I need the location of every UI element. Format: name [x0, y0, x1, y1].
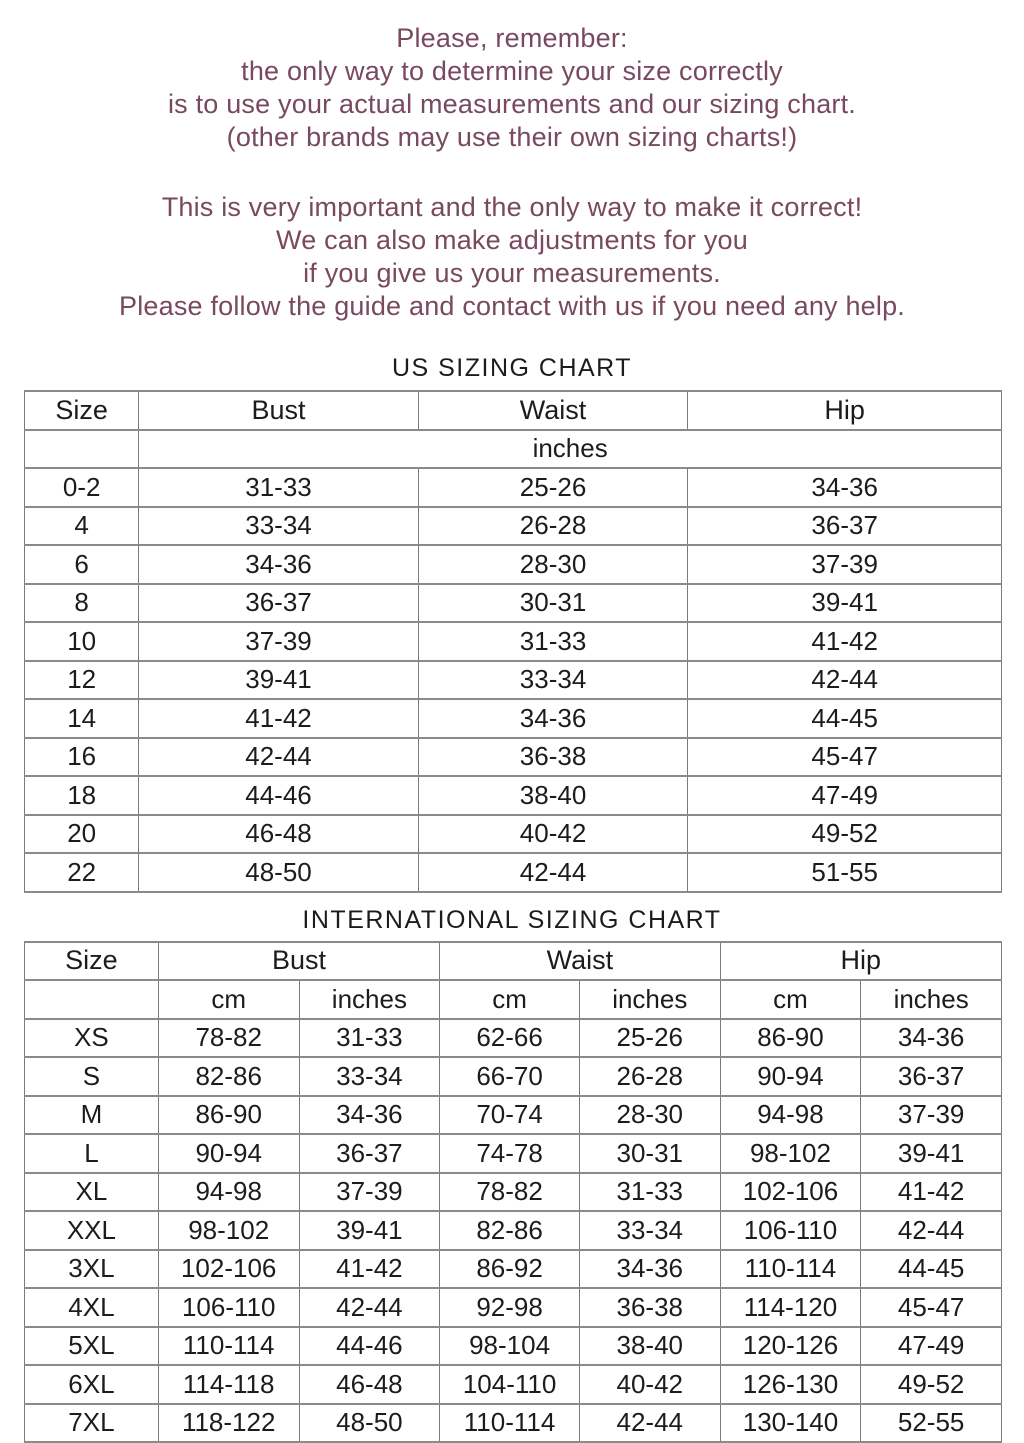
- size-cell: 7XL: [25, 1404, 159, 1443]
- measurement-cell: 106-110: [720, 1211, 861, 1250]
- measurement-cell: 49-52: [861, 1365, 1002, 1404]
- measurement-cell: 39-41: [139, 661, 418, 700]
- measurement-cell: 34-36: [418, 699, 688, 738]
- intro-line: is to use your actual measurements and our sizing chart.: [0, 88, 1024, 121]
- us-col-waist: Waist: [418, 391, 688, 430]
- intro-paragraph-1: [0, 22, 1024, 154]
- size-cell: M: [25, 1096, 159, 1135]
- measurement-cell: 118-122: [158, 1404, 299, 1443]
- measurement-cell: 44-45: [688, 699, 1002, 738]
- table-row: [25, 699, 1002, 738]
- measurement-cell: 33-34: [299, 1057, 440, 1096]
- measurement-cell: 102-106: [158, 1250, 299, 1289]
- size-cell: XS: [25, 1019, 159, 1058]
- measurement-cell: 104-110: [440, 1365, 580, 1404]
- measurement-cell: 36-37: [299, 1134, 440, 1173]
- measurement-cell: 45-47: [688, 738, 1002, 777]
- measurement-cell: 70-74: [440, 1096, 580, 1135]
- size-cell: 4XL: [25, 1288, 159, 1327]
- measurement-cell: 114-118: [158, 1365, 299, 1404]
- size-cell: 10: [25, 622, 139, 661]
- us-col-bust: Bust: [139, 391, 418, 430]
- measurement-cell: 30-31: [579, 1134, 720, 1173]
- us-table-body: [25, 468, 1002, 892]
- size-cell: XXL: [25, 1211, 159, 1250]
- measurement-cell: 98-102: [720, 1134, 861, 1173]
- size-cell: 3XL: [25, 1250, 159, 1289]
- measurement-cell: 86-90: [720, 1019, 861, 1058]
- measurement-cell: 51-55: [688, 853, 1002, 892]
- measurement-cell: 42-44: [139, 738, 418, 777]
- size-cell: XL: [25, 1173, 159, 1212]
- us-sizing-table: [24, 390, 1002, 893]
- measurement-cell: 86-90: [158, 1096, 299, 1135]
- measurement-cell: 36-37: [861, 1057, 1002, 1096]
- measurement-cell: 120-126: [720, 1327, 861, 1366]
- table-row: [25, 1250, 1002, 1289]
- measurement-cell: 41-42: [861, 1173, 1002, 1212]
- size-cell: 8: [25, 584, 139, 623]
- measurement-cell: 90-94: [158, 1134, 299, 1173]
- intl-bust-inches-label: inches: [299, 980, 440, 1019]
- measurement-cell: 52-55: [861, 1404, 1002, 1443]
- table-row: [25, 1096, 1002, 1135]
- size-cell: L: [25, 1134, 159, 1173]
- measurement-cell: 40-42: [579, 1365, 720, 1404]
- intro-line: Please, remember:: [0, 22, 1024, 55]
- measurement-cell: 47-49: [861, 1327, 1002, 1366]
- measurement-cell: 33-34: [139, 507, 418, 546]
- intro-paragraph-2: [0, 191, 1024, 323]
- measurement-cell: 42-44: [861, 1211, 1002, 1250]
- intl-header-row: [25, 942, 1002, 981]
- measurement-cell: 98-104: [440, 1327, 580, 1366]
- measurement-cell: 37-39: [299, 1173, 440, 1212]
- table-row: [25, 853, 1002, 892]
- measurement-cell: 25-26: [418, 468, 688, 507]
- intro-line: Please follow the guide and contact with us if you need any help.: [0, 290, 1024, 323]
- table-row: [25, 1134, 1002, 1173]
- intl-col-waist: Waist: [440, 942, 720, 981]
- table-row: [25, 1365, 1002, 1404]
- measurement-cell: 26-28: [418, 507, 688, 546]
- measurement-cell: 126-130: [720, 1365, 861, 1404]
- measurement-cell: 42-44: [688, 661, 1002, 700]
- measurement-cell: 34-36: [688, 468, 1002, 507]
- table-row: [25, 622, 1002, 661]
- table-row: [25, 1019, 1002, 1058]
- measurement-cell: 44-45: [861, 1250, 1002, 1289]
- table-row: [25, 1404, 1002, 1443]
- measurement-cell: 42-44: [418, 853, 688, 892]
- measurement-cell: 34-36: [139, 545, 418, 584]
- measurement-cell: 94-98: [158, 1173, 299, 1212]
- measurement-cell: 39-41: [688, 584, 1002, 623]
- measurement-cell: 36-38: [579, 1288, 720, 1327]
- measurement-cell: 46-48: [139, 815, 418, 854]
- measurement-cell: 31-33: [579, 1173, 720, 1212]
- intl-waist-cm-label: cm: [440, 980, 580, 1019]
- measurement-cell: 94-98: [720, 1096, 861, 1135]
- size-cell: 0-2: [25, 468, 139, 507]
- measurement-cell: 47-49: [688, 776, 1002, 815]
- measurement-cell: 82-86: [440, 1211, 580, 1250]
- measurement-cell: 74-78: [440, 1134, 580, 1173]
- table-row: [25, 776, 1002, 815]
- table-row: [25, 661, 1002, 700]
- measurement-cell: 28-30: [579, 1096, 720, 1135]
- intro-line: if you give us your measurements.: [0, 257, 1024, 290]
- size-cell: 16: [25, 738, 139, 777]
- intl-hip-inches-label: inches: [861, 980, 1002, 1019]
- measurement-cell: 26-28: [579, 1057, 720, 1096]
- us-unit-row: [25, 430, 1002, 469]
- measurement-cell: 38-40: [579, 1327, 720, 1366]
- table-row: [25, 738, 1002, 777]
- table-row: [25, 1288, 1002, 1327]
- measurement-cell: 37-39: [688, 545, 1002, 584]
- measurement-cell: 36-37: [139, 584, 418, 623]
- measurement-cell: 39-41: [299, 1211, 440, 1250]
- intl-subheader-row: [25, 980, 1002, 1019]
- size-cell: 14: [25, 699, 139, 738]
- measurement-cell: 34-36: [299, 1096, 440, 1135]
- intl-col-bust: Bust: [158, 942, 439, 981]
- measurement-cell: 66-70: [440, 1057, 580, 1096]
- intl-unit-empty-cell: [25, 980, 159, 1019]
- intl-chart-title: INTERNATIONAL SIZING CHART: [0, 906, 1024, 935]
- measurement-cell: 42-44: [579, 1404, 720, 1443]
- measurement-cell: 45-47: [861, 1288, 1002, 1327]
- table-row: [25, 545, 1002, 584]
- intro-line: This is very important and the only way to make it correct!: [0, 191, 1024, 224]
- us-col-size: Size: [25, 391, 139, 430]
- measurement-cell: 31-33: [418, 622, 688, 661]
- intro-line: We can also make adjustments for you: [0, 224, 1024, 257]
- size-cell: 6XL: [25, 1365, 159, 1404]
- measurement-cell: 31-33: [299, 1019, 440, 1058]
- intro-line: (other brands may use their own sizing charts!): [0, 121, 1024, 154]
- size-cell: 4: [25, 507, 139, 546]
- measurement-cell: 40-42: [418, 815, 688, 854]
- measurement-cell: 106-110: [158, 1288, 299, 1327]
- size-cell: 12: [25, 661, 139, 700]
- table-row: [25, 468, 1002, 507]
- measurement-cell: 31-33: [139, 468, 418, 507]
- measurement-cell: 78-82: [440, 1173, 580, 1212]
- measurement-cell: 48-50: [299, 1404, 440, 1443]
- measurement-cell: 38-40: [418, 776, 688, 815]
- measurement-cell: 39-41: [861, 1134, 1002, 1173]
- measurement-cell: 110-114: [720, 1250, 861, 1289]
- intl-col-size: Size: [25, 942, 159, 981]
- us-unit-empty-cell: [25, 430, 139, 469]
- measurement-cell: 46-48: [299, 1365, 440, 1404]
- measurement-cell: 42-44: [299, 1288, 440, 1327]
- intl-bust-cm-label: cm: [158, 980, 299, 1019]
- measurement-cell: 78-82: [158, 1019, 299, 1058]
- measurement-cell: 62-66: [440, 1019, 580, 1058]
- measurement-cell: 86-92: [440, 1250, 580, 1289]
- measurement-cell: 34-36: [579, 1250, 720, 1289]
- measurement-cell: 130-140: [720, 1404, 861, 1443]
- measurement-cell: 82-86: [158, 1057, 299, 1096]
- measurement-cell: 41-42: [299, 1250, 440, 1289]
- measurement-cell: 48-50: [139, 853, 418, 892]
- table-row: [25, 815, 1002, 854]
- size-cell: 5XL: [25, 1327, 159, 1366]
- measurement-cell: 102-106: [720, 1173, 861, 1212]
- measurement-cell: 33-34: [418, 661, 688, 700]
- measurement-cell: 37-39: [139, 622, 418, 661]
- size-cell: 18: [25, 776, 139, 815]
- measurement-cell: 90-94: [720, 1057, 861, 1096]
- measurement-cell: 114-120: [720, 1288, 861, 1327]
- measurement-cell: 37-39: [861, 1096, 1002, 1135]
- intl-hip-cm-label: cm: [720, 980, 861, 1019]
- us-unit-label: inches: [139, 430, 1002, 469]
- measurement-cell: 110-114: [440, 1404, 580, 1443]
- intl-waist-inches-label: inches: [579, 980, 720, 1019]
- measurement-cell: 36-37: [688, 507, 1002, 546]
- table-row: [25, 1057, 1002, 1096]
- size-cell: 22: [25, 853, 139, 892]
- measurement-cell: 92-98: [440, 1288, 580, 1327]
- measurement-cell: 33-34: [579, 1211, 720, 1250]
- measurement-cell: 30-31: [418, 584, 688, 623]
- measurement-cell: 41-42: [688, 622, 1002, 661]
- measurement-cell: 34-36: [861, 1019, 1002, 1058]
- table-row: [25, 584, 1002, 623]
- intro-text: [0, 0, 1024, 323]
- intl-table-body: [25, 1019, 1002, 1443]
- measurement-cell: 110-114: [158, 1327, 299, 1366]
- measurement-cell: 49-52: [688, 815, 1002, 854]
- measurement-cell: 36-38: [418, 738, 688, 777]
- intl-sizing-table: [24, 941, 1002, 1443]
- table-row: [25, 1173, 1002, 1212]
- us-col-hip: Hip: [688, 391, 1002, 430]
- measurement-cell: 44-46: [139, 776, 418, 815]
- size-cell: 6: [25, 545, 139, 584]
- table-row: [25, 1211, 1002, 1250]
- us-header-row: [25, 391, 1002, 430]
- measurement-cell: 98-102: [158, 1211, 299, 1250]
- measurement-cell: 25-26: [579, 1019, 720, 1058]
- measurement-cell: 44-46: [299, 1327, 440, 1366]
- table-row: [25, 1327, 1002, 1366]
- measurement-cell: 28-30: [418, 545, 688, 584]
- size-cell: S: [25, 1057, 159, 1096]
- size-cell: 20: [25, 815, 139, 854]
- table-row: [25, 507, 1002, 546]
- us-chart-title: US SIZING CHART: [0, 354, 1024, 383]
- intl-col-hip: Hip: [720, 942, 1001, 981]
- intro-line: the only way to determine your size correctly: [0, 55, 1024, 88]
- measurement-cell: 41-42: [139, 699, 418, 738]
